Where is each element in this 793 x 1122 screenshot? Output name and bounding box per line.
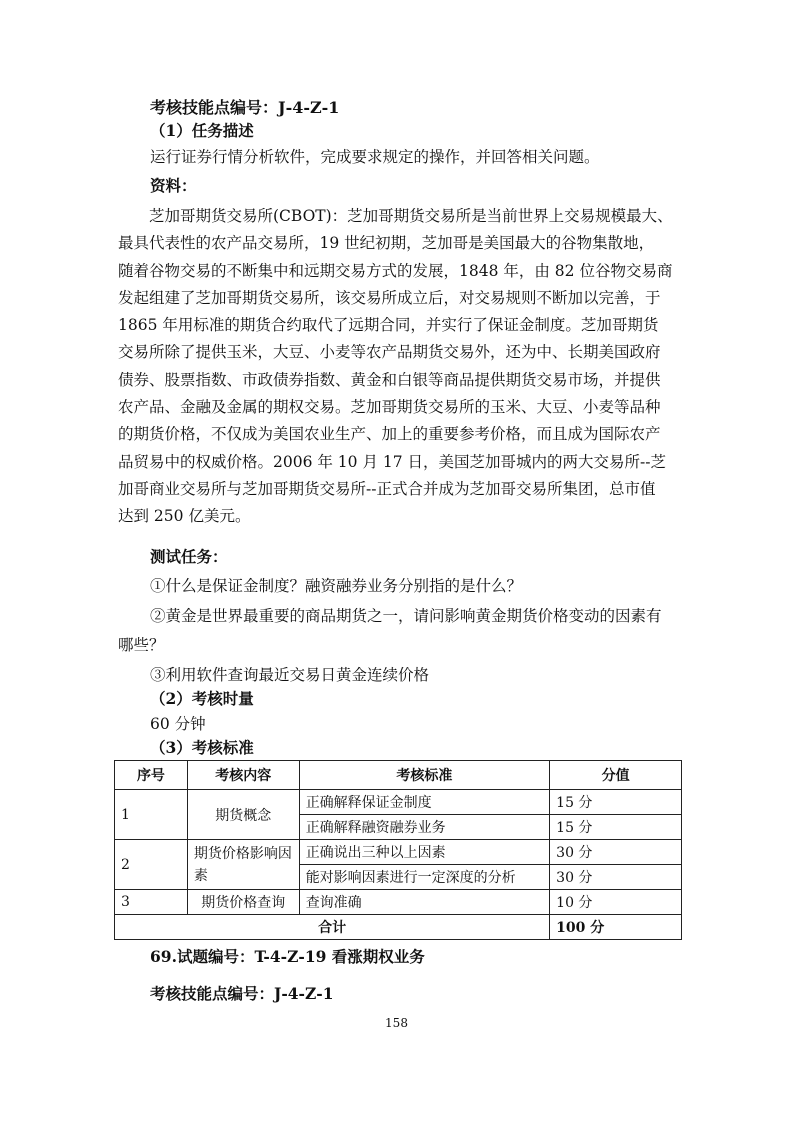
row-score: 30 分 [550, 840, 682, 865]
row-score: 10 分 [550, 890, 682, 915]
row-number: 2 [115, 840, 188, 890]
material-line: 1865 年用标准的期货合约取代了远期合同，并实行了保证金制度。芝加哥期货 [118, 316, 659, 335]
test-question-2-cont: 哪些？ [118, 636, 165, 654]
row-score: 15 分 [550, 815, 682, 840]
task-description-text: 运行证券行情分析软件，完成要求规定的操作，并回答相关问题。 [150, 148, 600, 166]
table-row [115, 840, 682, 865]
column-header: 考核标准 [299, 761, 549, 790]
material-line: 芝加哥期货交易所(CBOT)：芝加哥期货交易所是当前世界上交易规模最大、 [149, 207, 673, 225]
table-header-row [115, 761, 682, 790]
row-number: 3 [115, 890, 188, 915]
test-question-3: ③利用软件查询最近交易日黄金连续价格 [150, 666, 430, 684]
assessment-table [114, 760, 682, 940]
material-line: 交易所除了提供玉米，大豆、小麦等农产品期货交易外，还为中、长期美国政府 [118, 343, 661, 362]
material-line: 农产品、金融及金属的期权交易。芝加哥期货交易所的玉米、大豆、小麦等品种 [118, 398, 661, 417]
next-skill-code: 考核技能点编号：J-4-Z-1 [150, 984, 334, 1003]
row-score: 30 分 [550, 865, 682, 890]
table-row [115, 890, 682, 915]
row-content: 期货价格影响因素 [187, 840, 299, 890]
next-question-title: 69.试题编号：T-4-Z-19 看涨期权业务 [150, 947, 425, 966]
material-paragraph [118, 203, 680, 531]
task-description-heading: （1）任务描述 [150, 121, 254, 140]
row-content: 期货概念 [187, 790, 299, 840]
table-row [115, 790, 682, 815]
test-task-heading: 测试任务： [150, 547, 228, 566]
standard-heading: （3）考核标准 [150, 738, 254, 757]
test-question-1: ①什么是保证金制度？融资融券业务分别指的是什么？ [150, 577, 523, 595]
time-value: 60 分钟 [150, 715, 206, 733]
row-content: 期货价格查询 [187, 890, 299, 915]
material-line: 的期货价格，不仅成为美国农业生产、加上的重要参考价格，而且成为国际农产 [118, 425, 661, 444]
test-question-2: ②黄金是世界最重要的商品期货之一，请问影响黄金期货价格变动的因素有 [150, 607, 662, 625]
material-line: 发起组建了芝加哥期货交易所，该交易所成立后，对交易规则不断加以完善，于 [118, 288, 661, 307]
row-criteria: 正确解释融资融券业务 [299, 815, 549, 840]
page-number: 158 [385, 1016, 408, 1030]
table-total-row [115, 915, 682, 940]
row-criteria: 能对影响因素进行一定深度的分析 [299, 865, 549, 890]
material-line: 最具代表性的农产品交易所，19 世纪初期，芝加哥是美国最大的谷物集散地， [118, 234, 655, 253]
material-line: 品贸易中的权威价格。2006 年 10 月 17 日，美国芝加哥城内的两大交易所--芝 [118, 452, 667, 471]
time-heading: （2）考核时量 [150, 689, 254, 708]
material-line: 随着谷物交易的不断集中和远期交易方式的发展，1848 年，由 82 位谷物交易商 [118, 261, 673, 280]
material-line: 达到 250 亿美元。 [118, 507, 251, 526]
material-heading: 资料： [150, 176, 197, 195]
material-line: 债券、股票指数、市政债券指数、黄金和白银等商品提供期货交易市场，并提供 [118, 370, 661, 389]
row-criteria: 正确说出三种以上因素 [299, 840, 549, 865]
total-label: 合计 [115, 915, 550, 940]
column-header: 考核内容 [187, 761, 299, 790]
column-header: 序号 [115, 761, 188, 790]
row-score: 15 分 [550, 790, 682, 815]
material-line: 加哥商业交易所与芝加哥期货交易所--正式合并成为芝加哥交易所集团，总市值 [118, 479, 656, 498]
row-number: 1 [115, 790, 188, 840]
row-criteria: 查询准确 [299, 890, 549, 915]
row-criteria: 正确解释保证金制度 [299, 790, 549, 815]
total-score: 100 分 [550, 915, 682, 940]
column-header: 分值 [550, 761, 682, 790]
skill-code-heading: 考核技能点编号：J-4-Z-1 [150, 98, 340, 117]
